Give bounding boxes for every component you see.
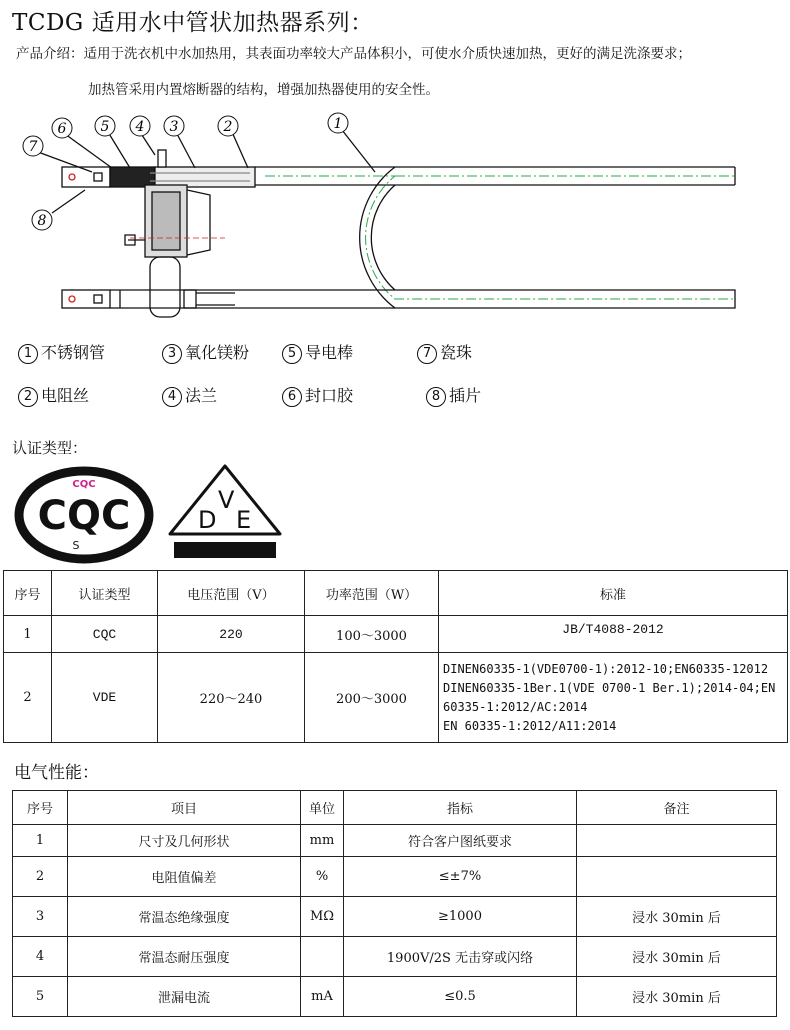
standard-line: 60335-1:2012/AC:2014: [443, 699, 588, 714]
cell-no: 4: [13, 937, 68, 977]
u-tube-outer: [255, 167, 735, 308]
cell-note: 浸水 30min 后: [577, 977, 777, 1017]
header-cell: 备注: [577, 791, 777, 825]
header-cell: 标准: [439, 571, 788, 616]
svg-text:8: 8: [37, 213, 47, 229]
cell-note: 浸水 30min 后: [577, 897, 777, 937]
svg-text:5: 5: [100, 119, 110, 135]
table-row: [13, 857, 777, 897]
standard-line: DINEN60335-1(VDE0700-1):2012-10;EN60335-12012: [443, 661, 769, 676]
cell-type: CQC: [52, 616, 158, 653]
cell-unit: MΩ: [301, 897, 344, 937]
table-row: [13, 937, 777, 977]
cell-power: 100～3000: [305, 616, 439, 653]
table-row: [4, 616, 788, 653]
cell-unit: [301, 937, 344, 977]
cell-item: 常温态绝缘强度: [68, 897, 301, 937]
cell-no: 5: [13, 977, 68, 1017]
cell-voltage: 220: [158, 616, 305, 653]
svg-text:CQC: CQC: [72, 479, 96, 490]
cell-unit: mm: [301, 825, 344, 857]
legend-item-1: 1 不锈钢管: [18, 340, 105, 364]
cert-heading: 认证类型：: [12, 439, 88, 457]
svg-text:CQC: CQC: [37, 493, 131, 539]
cell-spec: 1900V/2S 无击穿或闪络: [344, 937, 577, 977]
legend-item-6: 6 封口胶: [282, 383, 353, 407]
page-title: TCDG 适用水中管状加热器系列：: [12, 10, 374, 36]
cell-voltage: 220～240: [158, 653, 305, 743]
legend-item-5: 5 导电棒: [282, 340, 353, 364]
product-intro: [16, 44, 691, 98]
svg-text:D: D: [198, 506, 217, 534]
cell-spec: ≥1000: [344, 897, 577, 937]
callout-6: [52, 118, 72, 138]
table-row: [13, 825, 777, 857]
table-row: [4, 653, 788, 743]
svg-text:S: S: [72, 539, 80, 552]
cell-type: VDE: [52, 653, 158, 743]
cell-item: 电阻值偏差: [68, 857, 301, 897]
callout-7: [23, 136, 43, 156]
svg-text:E: E: [236, 506, 252, 534]
callout-3: [164, 116, 184, 136]
cell-spec: ≤±7%: [344, 857, 577, 897]
heater-drawing: [0, 110, 790, 330]
callout-8: [32, 210, 52, 230]
cell-item: 尺寸及几何形状: [68, 825, 301, 857]
table-row: [13, 897, 777, 937]
header-cell: 电压范围（V）: [158, 571, 305, 616]
callout-1: [328, 113, 348, 133]
svg-text:3: 3: [169, 119, 179, 135]
legend-item-7: 7 瓷珠: [417, 340, 472, 364]
svg-text:V: V: [218, 486, 235, 514]
cell-unit: %: [301, 857, 344, 897]
cell-item: 常温态耐压强度: [68, 937, 301, 977]
intro-line-1: 产品介绍：适用于洗衣机中水加热用，其表面功率较大产品体积小，可使水介质快速加热，更好的满足洗涤要求；: [16, 46, 691, 62]
cell-spec: ≤0.5: [344, 977, 577, 1017]
cell-standard: JB/T4088-2012: [439, 616, 788, 653]
cell-no: 2: [4, 653, 52, 743]
header-cell: 序号: [13, 791, 68, 825]
cell-item: 泄漏电流: [68, 977, 301, 1017]
tube-centerline: [265, 176, 735, 299]
legend-item-8: 8 插片: [426, 383, 481, 407]
intro-line-2: 加热管采用内置熔断器的结构，增强加热器使用的安全性。: [88, 82, 439, 98]
vde-logo: [160, 462, 290, 562]
callout-4: [130, 116, 150, 136]
svg-text:2: 2: [223, 119, 233, 135]
header-cell: 指标: [344, 791, 577, 825]
cqc-logo: [14, 465, 154, 565]
standard-line: EN 60335-1:2012/A11:2014: [443, 718, 617, 733]
cell-standard: [439, 653, 788, 743]
cell-no: 1: [4, 616, 52, 653]
cell-spec: 符合客户图纸要求: [344, 825, 577, 857]
header-cell: 单位: [301, 791, 344, 825]
cell-unit: mA: [301, 977, 344, 1017]
header-cell: 序号: [4, 571, 52, 616]
cell-note: [577, 857, 777, 897]
table-header-row: [4, 571, 788, 616]
legend-item-3: 3 氧化镁粉: [162, 340, 249, 364]
callout-2: [218, 116, 238, 136]
svg-text:6: 6: [57, 121, 67, 137]
table-header-row: [13, 791, 777, 825]
cell-no: 3: [13, 897, 68, 937]
svg-text:4: 4: [135, 119, 145, 135]
svg-text:7: 7: [28, 139, 38, 155]
cert-table: [3, 570, 788, 743]
callout-5: [95, 116, 115, 136]
header-cell: 功率范围（W）: [305, 571, 439, 616]
header-cell: 认证类型: [52, 571, 158, 616]
standard-line: DINEN60335-1Ber.1(VDE 0700-1 Ber.1);2014-04;EN: [443, 680, 776, 695]
table-row: [13, 977, 777, 1017]
elec-table: [12, 790, 777, 1017]
legend-item-2: 2 电阻丝: [18, 383, 89, 407]
legend-item-4: 4 法兰: [162, 383, 217, 407]
cell-power: 200～3000: [305, 653, 439, 743]
cell-no: 2: [13, 857, 68, 897]
cell-no: 1: [13, 825, 68, 857]
svg-text:1: 1: [333, 116, 343, 132]
elec-heading: 电气性能：: [14, 763, 99, 783]
cell-note: [577, 825, 777, 857]
header-cell: 项目: [68, 791, 301, 825]
cell-note: 浸水 30min 后: [577, 937, 777, 977]
